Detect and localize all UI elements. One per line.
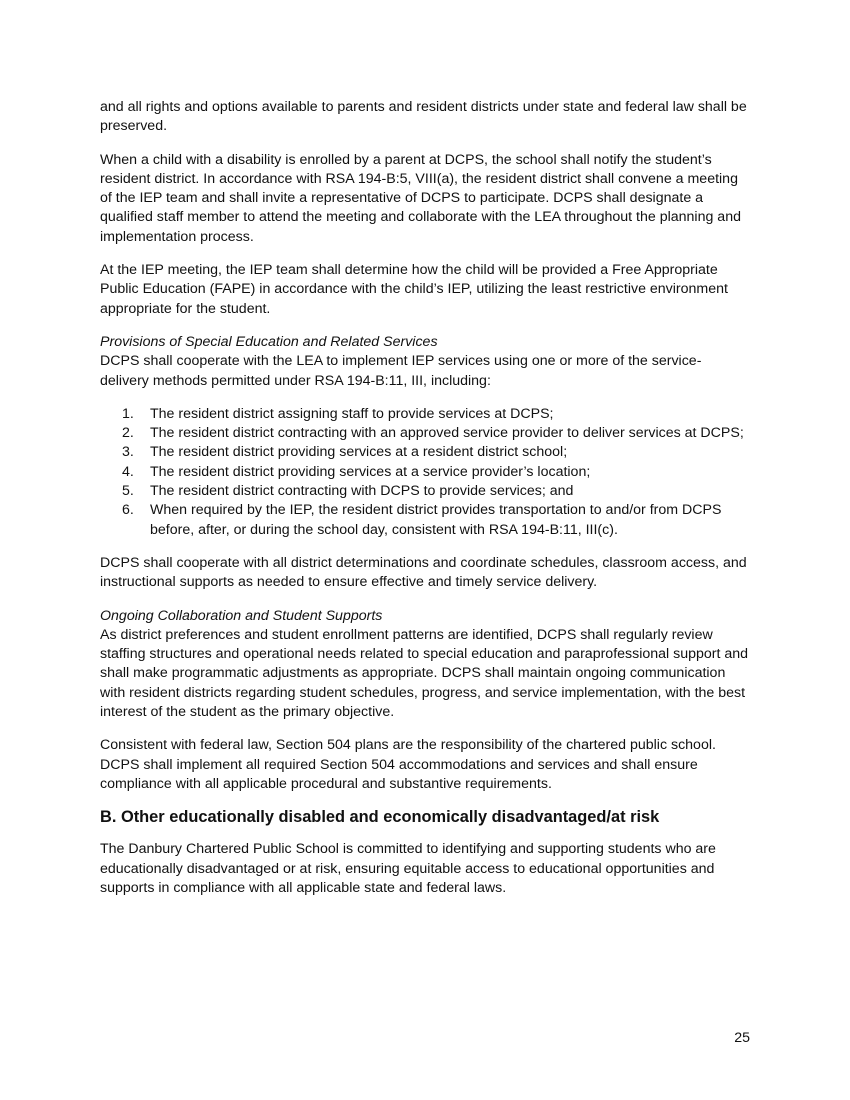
list-item <box>100 482 750 501</box>
list-item-text: The resident district contracting with DCPS to provide services; and <box>150 483 574 500</box>
list-item <box>100 405 750 424</box>
list-item-number: 3. <box>122 444 134 461</box>
list-item <box>100 501 750 540</box>
list-item-text: When required by the IEP, the resident district provides transportation to and/or from DCPS before, after, or during the school day, consistent with RSA 194-B:11, III(c). <box>150 502 722 538</box>
paragraph-provisions-intro: DCPS shall cooperate with the LEA to implement IEP services using one or more of the service-delivery methods permitted under RSA 194-B:11, III, including: <box>100 353 702 389</box>
list-item <box>100 424 750 443</box>
paragraph-rights-preserved: and all rights and options available to parents and resident districts under state and federal law shall be preserved. <box>100 99 747 135</box>
list-item-text: The resident district contracting with an approved service provider to deliver services at DCPS; <box>150 425 744 442</box>
paragraph-iep-meeting: At the IEP meeting, the IEP team shall determine how the child will be provided a Free Appropriate Public Education (FAPE) in accordance with the child’s IEP, utilizing the least restrictive environment appropriate for the student. <box>100 262 728 317</box>
list-item <box>100 463 750 482</box>
paragraph-section-504: Consistent with federal law, Section 504 plans are the responsibility of the chartered public school. DCPS shall implement all required Section 504 accommodations and services and shall ensure compliance with all applicable procedural and substantive requirements. <box>100 737 716 792</box>
paragraph-collaboration-body: As district preferences and student enrollment patterns are identified, DCPS shall regularly review staffing structures and operational needs related to special education and paraprofessional support and shall make programmatic adjustments as appropriate. DCPS shall maintain ongoing communication with resident districts regarding student schedules, progress, and service implementation, with the best interest of the student as the primary objective. <box>100 626 749 721</box>
service-delivery-list <box>100 405 750 540</box>
section-heading-b: B. Other educationally disabled and economically disadvantaged/at risk <box>100 808 660 827</box>
list-item-text: The resident district assigning staff to provide services at DCPS; <box>150 405 554 422</box>
list-item-text: The resident district providing services at a service provider’s location; <box>150 463 591 480</box>
list-item-text: The resident district providing services at a resident district school; <box>150 444 568 461</box>
page-number: 25 <box>734 1030 750 1046</box>
subheading-collaboration: Ongoing Collaboration and Student Supports <box>100 607 383 624</box>
list-item-number: 2. <box>122 425 134 442</box>
paragraph-enrollment-notification: When a child with a disability is enrolled by a parent at DCPS, the school shall notify the student’s resident district. In accordance with RSA 194-B:5, VIII(a), the resident district shall convene a meeting of the IEP team and shall invite a representative of DCPS to participate. DCPS shall designate a qualified staff member to attend the meeting and collaborate with the LEA throughout the planning and implementation process. <box>100 151 741 245</box>
list-item <box>100 443 750 462</box>
list-item-number: 5. <box>122 483 134 500</box>
paragraph-section-b-body: The Danbury Chartered Public School is committed to identifying and supporting students who are educationally disadvantaged or at risk, ensuring equitable access to educational opportunities and supports in compliance with all applicable state and federal laws. <box>100 841 716 896</box>
list-item-number: 4. <box>122 463 134 480</box>
list-item-number: 6. <box>122 502 134 519</box>
paragraph-provisions-closing: DCPS shall cooperate with all district determinations and coordinate schedules, classroom access, and instructional supports as needed to ensure effective and timely service delivery. <box>100 554 747 591</box>
list-item-number: 1. <box>122 405 134 422</box>
document-page <box>100 98 750 898</box>
subheading-provisions: Provisions of Special Education and Related Services <box>100 333 438 350</box>
